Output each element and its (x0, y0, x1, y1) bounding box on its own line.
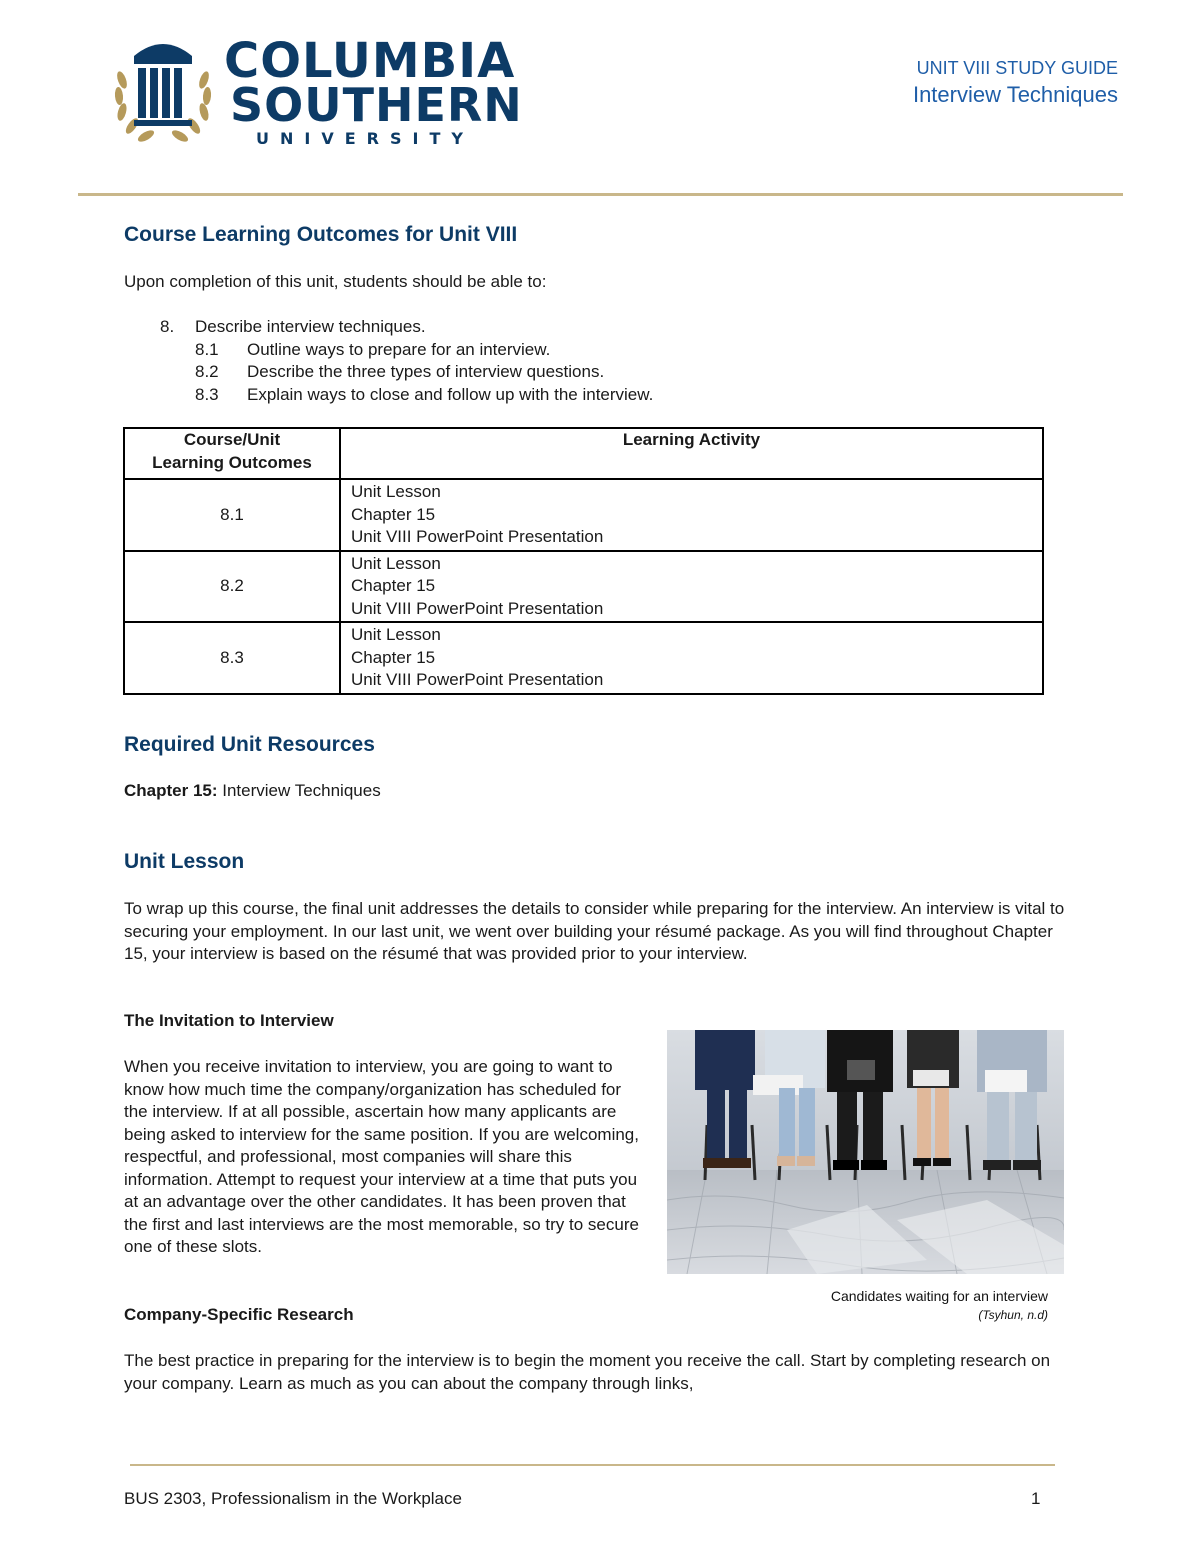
activity-item: Chapter 15 (351, 647, 436, 667)
outcome-cell: 8.3 (124, 622, 340, 694)
logo-line-1: COLUMBIA (224, 33, 516, 89)
research-body: The best practice in preparing for the interview is to begin the moment you receive the call. Start by completing research on your company. Learn as much as you can about the company through links, (124, 1351, 1051, 1393)
resources-item-text: Interview Techniques (217, 781, 381, 800)
table-header-outcomes (124, 428, 340, 479)
page-number: 1 (1031, 1489, 1041, 1508)
activity-item: Unit VIII PowerPoint Presentation (351, 598, 604, 618)
logo-line-2: SOUTHERN (230, 78, 523, 132)
footer-course: BUS 2303, Professionalism in the Workplace (124, 1489, 462, 1508)
outcome-sub-number: 8.3 (195, 384, 219, 404)
activity-item: Chapter 15 (351, 504, 436, 524)
study-guide-label (913, 58, 1118, 108)
table-header-activity: Learning Activity (340, 428, 1043, 479)
outcome-sub (160, 384, 653, 407)
table-row (124, 622, 1043, 694)
footer-divider (130, 1464, 1055, 1466)
outcome-sub-text: Outline ways to prepare for an interview. (247, 339, 551, 359)
invitation-heading: The Invitation to Interview (124, 1011, 334, 1030)
outcome-sub-text: Describe the three types of interview questions. (247, 362, 605, 381)
activity-cell (340, 551, 1043, 623)
unit-title: Interview Techniques (912, 82, 1118, 107)
outcomes-heading: Course Learning Outcomes for Unit VIII (124, 223, 518, 246)
outcome-main (160, 316, 653, 339)
activity-item: Unit VIII PowerPoint Presentation (351, 670, 604, 689)
resources-item (124, 780, 381, 803)
invitation-body: When you receive invitation to interview, you are going to want to know how much time the company/organization has scheduled for the interview. If at all possible, ascertain how many applicants are being asked to interview for the same position. If you are welcoming, respectful, and professional, most companies will share this information. Attempt to request your interview at a time that puts you at an advantage over the other candidates. It has been proven that the first and last interviews are the most memorable, so try to secure one of these slots. (124, 1057, 639, 1256)
photo-caption: Candidates waiting for an interview (830, 1288, 1048, 1304)
outcome-sub-number: 8.2 (195, 362, 219, 381)
outcome-sub-number: 8.1 (195, 339, 219, 359)
outcome-sub (160, 361, 653, 384)
unit-label: UNIT VIII STUDY GUIDE (916, 58, 1118, 78)
research-heading: Company-Specific Research (124, 1305, 354, 1324)
activity-item: Unit Lesson (351, 482, 441, 501)
outcome-main-number: 8. (160, 317, 175, 336)
learning-outcomes-table (123, 427, 1044, 695)
header-divider (78, 193, 1123, 196)
outcome-sub-text: Explain ways to close and follow up with the interview. (247, 384, 654, 404)
outcome-main-text: Describe interview techniques. (195, 317, 426, 336)
candidates-photo (667, 1030, 1064, 1274)
lesson-heading: Unit Lesson (124, 850, 245, 873)
university-logo (112, 30, 523, 160)
outcome-sub (160, 339, 653, 362)
activity-cell (340, 622, 1043, 694)
header-outcomes-line-2: Learning Outcomes (152, 452, 312, 472)
activity-item: Unit Lesson (351, 625, 441, 644)
photo-source: (Tsyhun, n.d) (978, 1308, 1048, 1322)
header-outcomes-line-1: Course/Unit (183, 430, 281, 449)
resources-heading: Required Unit Resources (124, 733, 375, 756)
candidates-illustration (667, 1030, 1064, 1274)
outcome-cell: 8.2 (124, 551, 340, 623)
table-header-row (124, 428, 1043, 479)
activity-item: Unit VIII PowerPoint Presentation (351, 527, 604, 546)
lesson-intro: To wrap up this course, the final unit addresses the details to consider while preparing for the interview. An interview is vital to securing your employment. In our last unit, we went over building your résumé package. As you will find throughout Chapter 15, your interview is based on the résumé that was provided prior to your interview. (124, 899, 1065, 963)
activity-cell (340, 479, 1043, 551)
activity-item: Unit Lesson (351, 553, 441, 573)
table-row (124, 551, 1043, 623)
resources-item-label: Chapter 15: (124, 781, 218, 800)
activity-item: Chapter 15 (351, 576, 436, 595)
logo-line-3: UNIVERSITY (256, 129, 474, 148)
outcome-cell: 8.1 (124, 479, 340, 551)
outcomes-intro: Upon completion of this unit, students should be able to: (124, 272, 547, 291)
table-row (124, 479, 1043, 551)
outcomes-list (160, 316, 653, 406)
